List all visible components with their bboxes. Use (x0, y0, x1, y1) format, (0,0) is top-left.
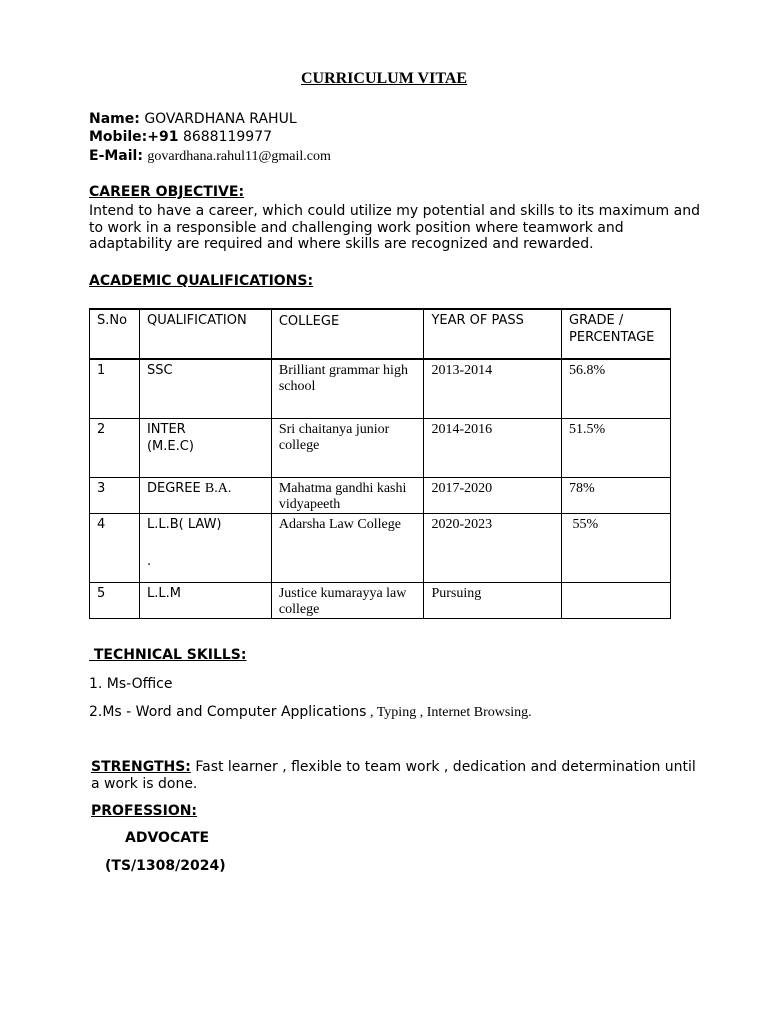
name-value: GOVARDHANA RAHUL (144, 111, 297, 127)
cell-qualification (139, 477, 271, 513)
cell-grade: 55% (562, 513, 671, 582)
enrollment-number: (TS/1308/2024) (105, 858, 226, 874)
skill-item-2 (89, 704, 532, 721)
col-header-college: COLLEGE (271, 309, 424, 359)
profession-role: ADVOCATE (125, 830, 210, 846)
col-header-sno: S.No (90, 309, 140, 359)
mobile-value: 8688119977 (182, 129, 273, 145)
strengths-text: Fast learner , flexible to team work , dedication and determination until (190, 759, 696, 775)
table-row (90, 582, 671, 618)
table-header-row (90, 309, 671, 359)
cell-qualification-line-1: DEGREE (146, 480, 201, 496)
email-line (89, 148, 331, 165)
strengths-line-2: a work is done. (91, 776, 198, 792)
cell-sno: 4 (90, 513, 140, 582)
cell-sno: 1 (90, 359, 140, 418)
cell-qualification-line-1: L.L.B( LAW) (146, 516, 222, 532)
name-label: Name: (89, 111, 140, 127)
mobile-line (89, 129, 272, 145)
name-line (89, 111, 297, 127)
cell-qualification: SSC (139, 359, 271, 418)
cell-year: 2014-2016 (424, 418, 562, 477)
table-row (90, 477, 671, 513)
cell-college: Justice kumarayya law college (271, 582, 424, 618)
page-title: CURRICULUM VITAE (300, 70, 468, 87)
cell-college: Sri chaitanya junior college (271, 418, 424, 477)
strengths-heading: STRENGTHS: (91, 759, 191, 775)
skill-item-1: 1. Ms-Office (89, 676, 173, 692)
cell-qualification-line-1: INTER (146, 421, 186, 437)
career-objective-line-3: adaptability are required and where skills are recognized and rewarded. (89, 236, 594, 252)
cell-year: 2020-2023 (424, 513, 562, 582)
cell-qualification: L.L.M (139, 582, 271, 618)
col-header-grade-line-2: PERCENTAGE (569, 330, 655, 345)
skill-item-2-serif: , Typing , Internet Browsing. (366, 705, 532, 720)
academic-heading: ACADEMIC QUALIFICATIONS: (89, 273, 314, 289)
cell-qualification-line-2: (M.E.C) (146, 438, 194, 454)
cell-qualification-line-2: . (146, 553, 152, 569)
cell-grade (562, 582, 671, 618)
table-row (90, 513, 671, 582)
cell-year: 2013-2014 (424, 359, 562, 418)
mobile-label: Mobile:+91 (89, 129, 179, 145)
col-header-grade-line-1: GRADE / (569, 313, 624, 328)
skill-item-2-sans: 2.Ms - Word and Computer Applications (89, 704, 367, 720)
cell-sno: 2 (90, 418, 140, 477)
cell-sno: 5 (90, 582, 140, 618)
cell-college: Adarsha Law College (271, 513, 424, 582)
col-header-year: YEAR OF PASS (424, 309, 562, 359)
col-header-grade (562, 309, 671, 359)
cell-qualification-line-2: B.A. (204, 480, 232, 496)
cell-qualification (139, 513, 271, 582)
strengths-line-1 (91, 759, 696, 775)
profession-heading: PROFESSION: (91, 803, 198, 819)
table-row (90, 418, 671, 477)
qualifications-table (89, 308, 671, 619)
cell-year: Pursuing (424, 582, 562, 618)
cell-grade: 78% (562, 477, 671, 513)
table-row (90, 359, 671, 418)
cell-college: Brilliant grammar high school (271, 359, 424, 418)
career-objective-line-1: Intend to have a career, which could utilize my potential and skills to its maximum and (89, 203, 700, 219)
email-value: govardhana.rahul11@gmail.com (147, 149, 331, 164)
technical-skills-heading: TECHNICAL SKILLS: (89, 647, 247, 663)
cell-grade: 51.5% (562, 418, 671, 477)
career-objective-heading: CAREER OBJECTIVE: (89, 184, 245, 200)
cell-college: Mahatma gandhi kashi vidyapeeth (271, 477, 424, 513)
cell-qualification (139, 418, 271, 477)
cell-grade: 56.8% (562, 359, 671, 418)
cell-year: 2017-2020 (424, 477, 562, 513)
email-label: E-Mail: (89, 148, 143, 164)
col-header-qualification: QUALIFICATION (139, 309, 271, 359)
cell-sno: 3 (90, 477, 140, 513)
career-objective-line-2: to work in a responsible and challenging work position where teamwork and (89, 220, 624, 236)
